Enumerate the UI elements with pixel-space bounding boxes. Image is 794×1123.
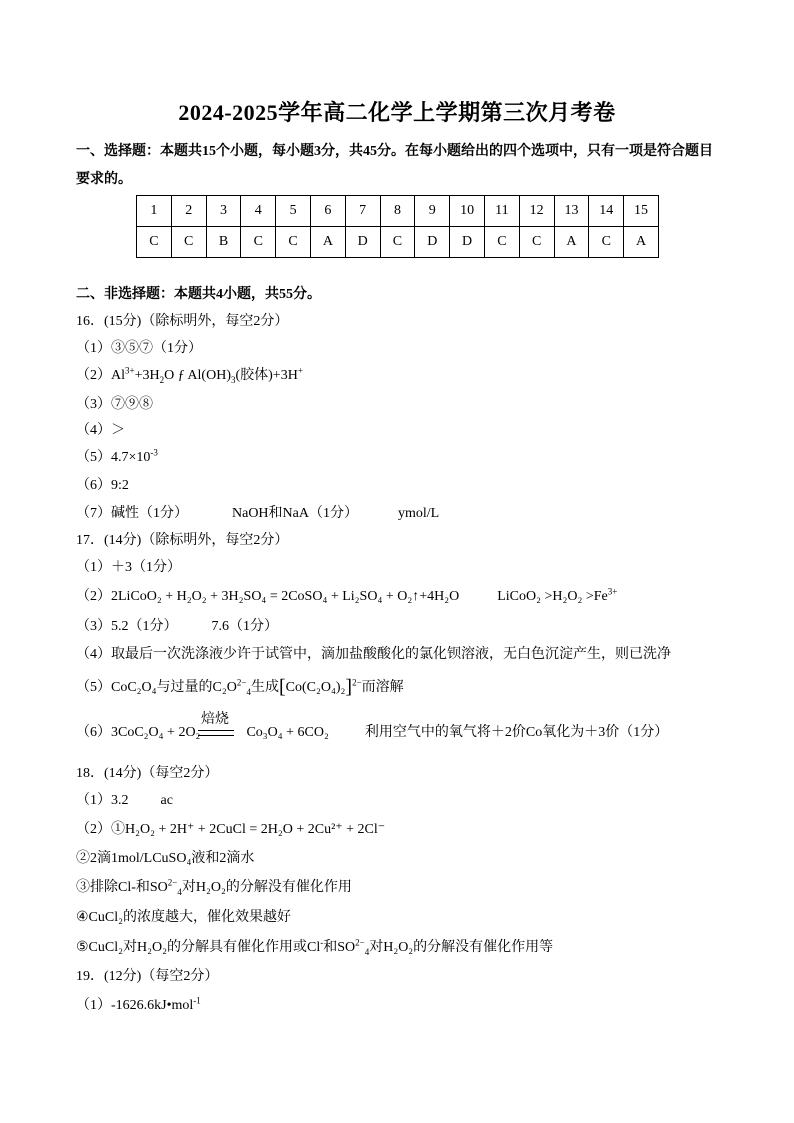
- answer-text: 对H₂O₂的分解没有催化作用等: [369, 940, 554, 955]
- question-number: 13: [554, 196, 589, 227]
- question-number: 3: [206, 196, 241, 227]
- q18-header: 18．(14分)（每空2分）: [76, 766, 219, 781]
- answer-text: 生成: [250, 680, 279, 695]
- q18-sub-3: [76, 879, 352, 897]
- answer-text: 和SO: [323, 940, 356, 955]
- answer-cell: C: [241, 227, 276, 258]
- subscript: 2: [159, 374, 165, 385]
- q19-header: 19．(12分)（每空2分）: [76, 969, 219, 984]
- answer-label: （2）: [76, 368, 111, 383]
- question-number: 5: [276, 196, 311, 227]
- answer-value: 取最后一次洗涤液少许于试管中，滴加盐酸酸化的氯化钡溶液，无白色沉淀产生，则已洗净: [111, 647, 671, 662]
- exponent: -3: [150, 447, 158, 458]
- q16-answer-3: [76, 396, 153, 414]
- answer-label: （4）: [76, 647, 111, 662]
- q17-answer-1: [76, 559, 181, 577]
- answer-value: ac: [160, 793, 173, 808]
- q17-answer-5: [76, 678, 404, 697]
- answer-value: ＞: [111, 423, 125, 438]
- answer-label: （1）: [76, 793, 111, 808]
- answer-value: 3.2: [111, 793, 129, 808]
- answer-cell: C: [589, 227, 624, 258]
- eq-part: Al: [111, 368, 125, 383]
- question-number: 10: [450, 196, 485, 227]
- charge: +: [297, 365, 303, 376]
- answer-label: （2）: [76, 822, 111, 837]
- section2-intro: 二、非选择题：本题共4小题，共55分。: [76, 287, 321, 302]
- q17-answer-3: [76, 618, 278, 636]
- answer-table: [136, 195, 659, 258]
- answer-value: ③⑤⑦: [111, 341, 153, 356]
- answer-cell: A: [310, 227, 345, 258]
- answer-cell: C: [519, 227, 554, 258]
- answer-text: CoC₂O₄与过量的C₂O: [111, 680, 237, 695]
- q17-header: 17．(14分)（除标明外，每空2分）: [76, 533, 289, 548]
- eq-lhs: 3CoC₂O₄ + 2O₂: [111, 725, 201, 740]
- answer-text: ③排除Cl-和SO: [76, 880, 168, 895]
- answer-value: 4.7×10: [111, 450, 151, 465]
- eq-part: (胶体)+3H: [235, 368, 298, 383]
- question-number: 8: [380, 196, 415, 227]
- question-number: 14: [589, 196, 624, 227]
- charge: 2−: [352, 677, 362, 688]
- q16-answer-7: [76, 505, 439, 523]
- subscript: 4: [364, 946, 370, 957]
- answer-label: （3）: [76, 619, 111, 634]
- answer-cell: B: [206, 227, 241, 258]
- q16-header: 16．(15分)（除标明外，每空2分）: [76, 314, 289, 329]
- question-number: 1: [137, 196, 172, 227]
- answer-cell: C: [171, 227, 206, 258]
- answer-text: 对H₂O₂的分解没有催化作用: [181, 880, 352, 895]
- answer-cell: C: [484, 227, 519, 258]
- question-number: 4: [241, 196, 276, 227]
- q18-sub-2: ②2滴1mol/LCuSO₄液和2滴水: [76, 851, 255, 866]
- answer-label: （5）: [76, 450, 111, 465]
- q18-sub-4: ④CuCl₂的浓度越大，催化效果越好: [76, 910, 291, 925]
- charge: 3+: [125, 365, 135, 376]
- answer-value: 碱性（1分）: [111, 506, 188, 521]
- answer-cell: D: [345, 227, 380, 258]
- question-number: 9: [415, 196, 450, 227]
- question-number: 11: [484, 196, 519, 227]
- answer-label: （6）: [76, 725, 111, 740]
- answer-text: 而溶解: [361, 680, 404, 695]
- eq-part: O ƒ Al(OH): [164, 368, 231, 383]
- q18-sub-5: [76, 939, 553, 957]
- answer-cell: C: [276, 227, 311, 258]
- answer-value: ＋3（1分）: [111, 560, 181, 575]
- q17-answer-4: [76, 646, 671, 664]
- charge: 2−: [355, 937, 365, 948]
- answer-value: ⑦⑨⑧: [111, 397, 153, 412]
- answer-value: 9:2: [111, 478, 129, 493]
- q16-answer-2: [76, 367, 303, 385]
- answer-note: （1分）: [153, 341, 202, 356]
- answer-label: （3）: [76, 397, 111, 412]
- complex-ion: Co(C₂O₄)₂: [285, 680, 346, 695]
- answer-value: NaOH和NaA（1分）: [232, 506, 358, 521]
- page-title: 2024-2025学年高二化学上学期第三次月考卷: [178, 100, 616, 125]
- answer-value: 7.6（1分）: [211, 619, 278, 634]
- eq-rhs: Co₃O₄ + 6CO₂: [246, 725, 329, 740]
- charge: 3+: [607, 586, 618, 597]
- answer-cell: D: [415, 227, 450, 258]
- answer-value: 5.2（1分）: [111, 619, 178, 634]
- answer-label: （2）: [76, 589, 111, 604]
- answer-cell: C: [137, 227, 172, 258]
- right-bracket: ]: [345, 676, 353, 698]
- answer-label: （1）: [76, 560, 111, 575]
- chemical-equation: ①H₂O₂ + 2H⁺ + 2CuCl = 2H₂O + 2Cu²⁺ + 2Cl⁻: [111, 822, 386, 837]
- answer-note: 利用空气中的氧气将＋2价Co氧化为＋3价（1分）: [364, 725, 669, 740]
- oxidizing-order: LiCoO₂ >H₂O₂ >Fe: [497, 589, 608, 604]
- answer-cell: A: [554, 227, 589, 258]
- answer-label: （4）: [76, 423, 111, 438]
- charge: 2−: [236, 677, 247, 688]
- subscript: 4: [246, 686, 251, 697]
- q18-answer-1: [76, 792, 173, 810]
- question-number: 6: [310, 196, 345, 227]
- charge: 2−: [167, 877, 178, 888]
- answer-label: （5）: [76, 680, 111, 695]
- q16-answer-5: [76, 449, 158, 467]
- answer-cell: D: [450, 227, 485, 258]
- left-bracket: [: [278, 676, 286, 698]
- question-number-row: [137, 196, 659, 227]
- subscript: 3: [230, 374, 236, 385]
- q16-answer-6: [76, 477, 129, 495]
- answer-label: （1）: [76, 998, 111, 1013]
- q17-answer-6: [76, 724, 668, 742]
- answer-cell: A: [624, 227, 659, 258]
- charge: -: [320, 937, 324, 948]
- section1-intro: 一、选择题：本题共15个小题，每小题3分，共45分。在每小题给出的四个选项中，只有一项是符合题目要求的。: [76, 144, 713, 187]
- question-number: 12: [519, 196, 554, 227]
- answer-cell: C: [380, 227, 415, 258]
- eq-part: +3H: [134, 368, 160, 383]
- reaction-condition: 焙烧: [201, 712, 229, 727]
- q18-answer-2: [76, 821, 385, 839]
- chemical-equation: 2LiCoO₂ + H₂O₂ + 3H₂SO₄ = 2CoSO₄ + Li₂SO₄ + O₂↑+4H₂O: [111, 589, 460, 604]
- answer-text: ⑤CuCl₂对H₂O₂的分解具有催化作用或Cl: [76, 940, 321, 955]
- subscript: 4: [177, 886, 182, 897]
- answer-value: -1626.6kJ•mol: [111, 998, 194, 1013]
- q17-answer-2: [76, 588, 617, 606]
- answer-label: （6）: [76, 478, 111, 493]
- q16-answer-1: [76, 340, 202, 358]
- q19-answer-1: [76, 997, 201, 1015]
- answer-label: （7）: [76, 506, 111, 521]
- answer-label: （1）: [76, 341, 111, 356]
- question-number: 2: [171, 196, 206, 227]
- answer-row: [137, 227, 659, 258]
- question-number: 15: [624, 196, 659, 227]
- exponent: -1: [193, 995, 201, 1006]
- question-number: 7: [345, 196, 380, 227]
- answer-value: ymol/L: [397, 506, 440, 521]
- q16-answer-4: [76, 422, 125, 440]
